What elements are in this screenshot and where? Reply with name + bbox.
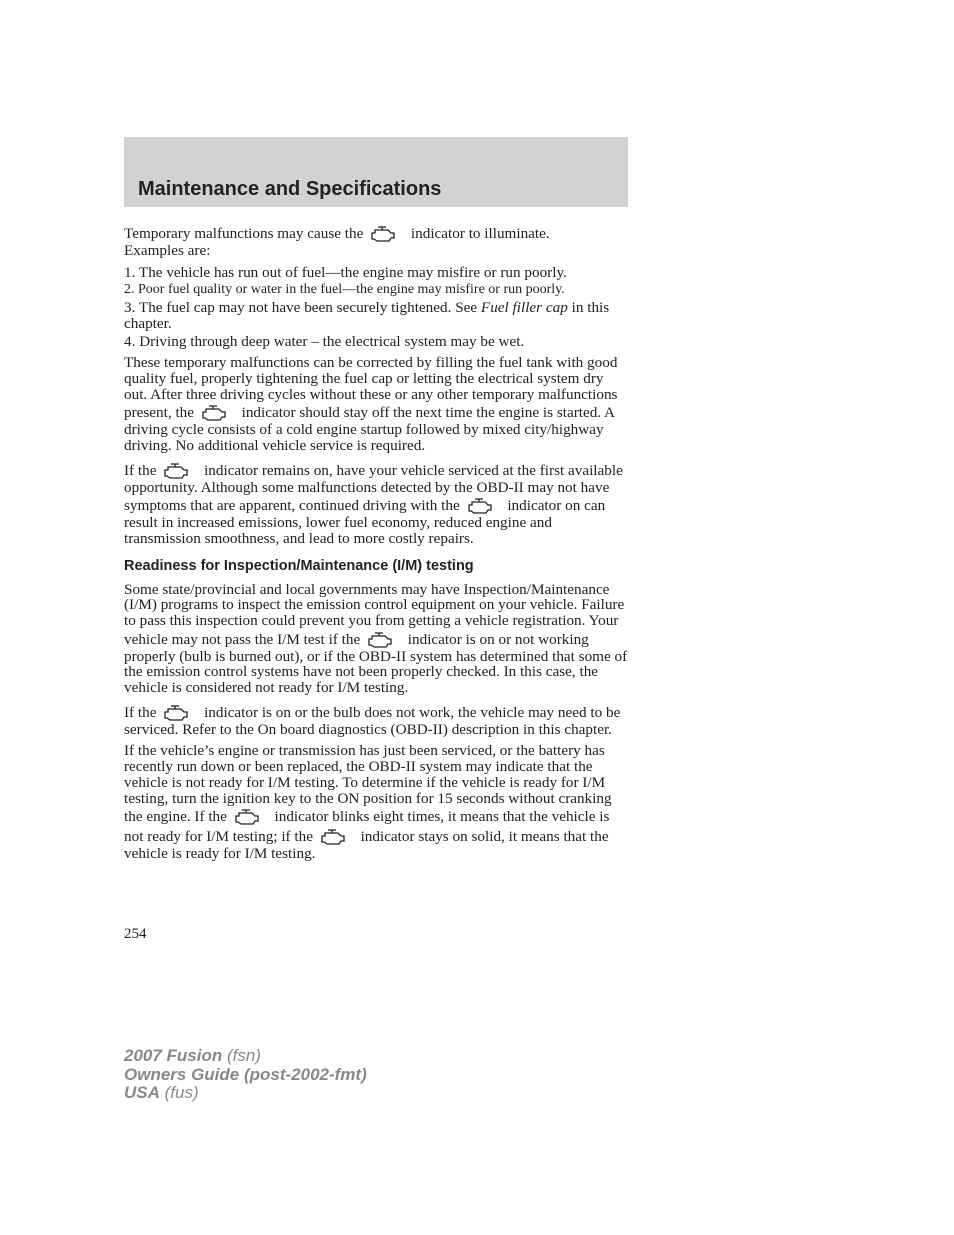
paragraph-im-programs: Some state/provincial and local governments may have Inspection/Maintenance (I/M) programs to inspect the emission control equipment on your vehicle. Failure to pass this inspection could prevent you from getting a vehicle registration. Your vehicle may not pass the I/M test if the indicator is on or not working properly (bulb is burned out), or if the OBD-II system has determined that some of the emission control systems have not been properly checked. In this case, the vehicle is considered not ready for I/M testing.: [124, 580, 628, 697]
check-engine-icon: [466, 495, 494, 515]
paragraph-temporary-malfunctions: These temporary malfunctions can be corrected by filling the fuel tank with good quality fuel, properly tightening the fuel cap or letting the electrical system dry out. After three driving cycles without these or any other temporary malfunctions present, the indicator should stay off the next time the engine is started. A driving cycle consists of a cold engine startup followed by mixed city/highway driving. No additional vehicle service is required.: [124, 354, 618, 455]
section-header-band: [124, 137, 628, 207]
check-engine-icon: [366, 629, 394, 649]
document-footer: [124, 1047, 367, 1103]
body-text: [124, 223, 630, 868]
paragraph-indicator-remains-on: If the indicator remains on, have your vehicle serviced at the first available opportunity. Although some malfunctions detected by the OBD-II may not have symptoms that are apparent, continued driving with the indicator on can result in increased emissions, lower fuel economy, reduced engine and transmission smoothness, and lead to more costly repairs.: [124, 461, 623, 548]
check-engine-icon: [162, 460, 190, 480]
section-title: Maintenance and Specifications: [138, 178, 442, 200]
paragraph-bulb-not-working: If the indicator is on or the bulb does not work, the vehicle may need to be serviced. Refer to the On board diagnostics (OBD-II) description in this chapter.: [124, 703, 621, 738]
example-item-3: 3. The fuel cap may not have been securely tightened. See Fuel filler cap in this chapter.: [124, 299, 610, 332]
example-item-2: 2. Poor fuel quality or water in the fuel—the engine may misfire or run poorly.: [124, 282, 565, 298]
footer-line-guide: Owners Guide (post-2002-fmt): [124, 1064, 367, 1084]
paragraph-readiness-check: If the vehicle’s engine or transmission has just been serviced, or the battery has recently run down or been replaced, the OBD-II system may indicate that the vehicle is not ready for I/M testing. To determine if the vehicle is ready for I/M testing, turn the ignition key to the ON position for 15 seconds without cranking the engine. If the indicator blinks eight times, it means that the vehicle is not ready for I/M testing; if the indicator stays on solid, it means that the vehicle is ready for I/M testing.: [124, 742, 612, 863]
check-engine-icon: [162, 702, 190, 722]
subheading-im-testing: Readiness for Inspection/Maintenance (I/M) testing: [124, 557, 474, 574]
example-item-4: 4. Driving through deep water – the electrical system may be wet.: [124, 332, 525, 350]
check-engine-icon: [233, 806, 261, 826]
fuel-filler-cap-reference: Fuel filler cap: [480, 299, 568, 317]
page-number: 254: [124, 926, 147, 942]
check-engine-icon: [200, 402, 228, 422]
check-engine-icon: [369, 223, 397, 243]
intro-paragraph: Temporary malfunctions may cause the indicator to illuminate. Examples are:: [124, 225, 550, 259]
footer-line-model: 2007 Fusion (fsn): [124, 1046, 261, 1065]
example-item-1: 1. The vehicle has run out of fuel—the engine may misfire or run poorly.: [124, 263, 567, 281]
check-engine-icon: [319, 826, 347, 846]
footer-line-market: USA (fus): [124, 1083, 199, 1102]
